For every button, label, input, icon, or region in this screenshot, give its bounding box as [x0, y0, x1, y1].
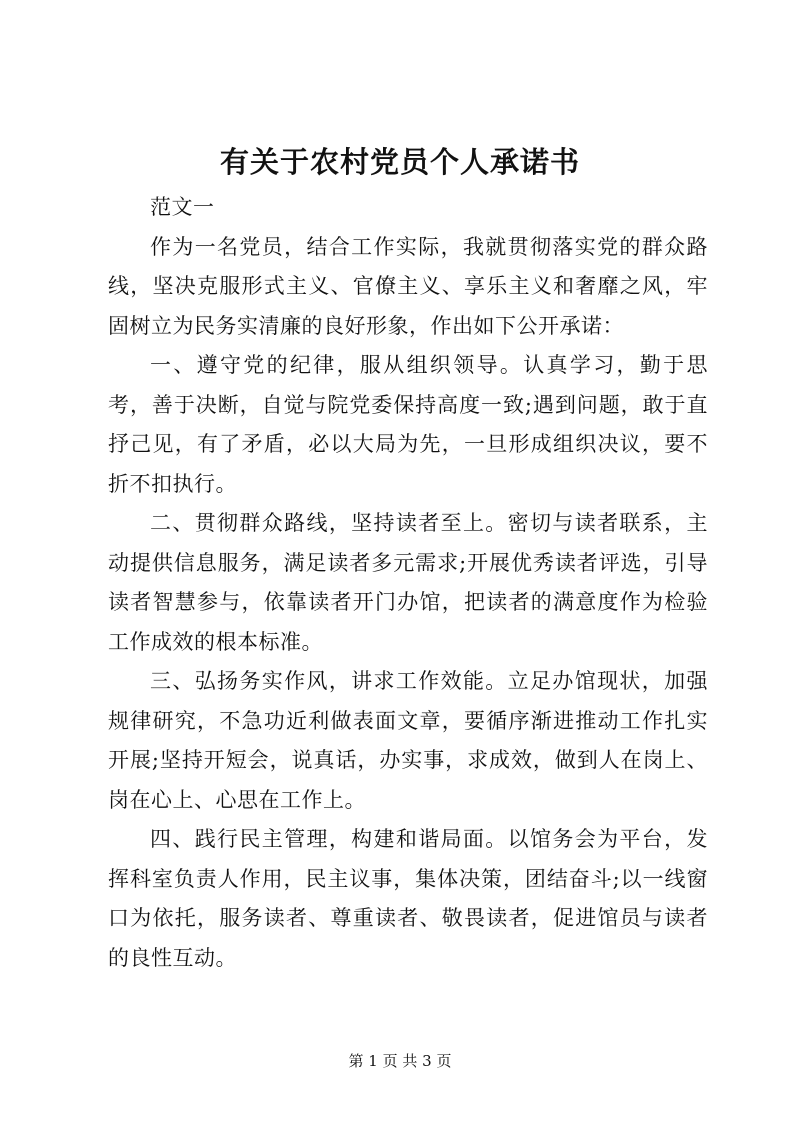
page-footer — [0, 1051, 800, 1071]
paragraph-pledge-3: 三、弘扬务实作风，讲求工作效能。立足办馆现状，加强规律研究，不急功近利做表面文章，要循序渐进推动工作扎实开展;坚持开短会，说真话，办实事，求成效，做到人在岗上、岗在心上、心思在工作上。 — [108, 669, 708, 812]
document-title: 有关于农村党员个人承诺书 — [219, 145, 580, 179]
document-body — [108, 188, 708, 978]
paragraph-pledge-4: 四、践行民主管理，构建和谐局面。以馆务会为平台，发挥科室负责人作用，民主议事，集体决策，团结奋斗;以一线窗口为依托，服务读者、尊重读者、敬畏读者，促进馆员与读者的良性互动。 — [108, 827, 708, 970]
paragraph-intro: 作为一名党员，结合工作实际，我就贯彻落实党的群众路线，坚决克服形式主义、官僚主义、享乐主义和奢靡之风，牢固树立为民务实清廉的良好形象，作出如下公开承诺： — [108, 234, 708, 338]
paragraph-pledge-2: 二、贯彻群众路线，坚持读者至上。密切与读者联系，主动提供信息服务，满足读者多元需求;开展优秀读者评选，引导读者智慧参与，依靠读者开门办馆，把读者的满意度作为检验工作成效的根本标准。 — [108, 511, 708, 654]
paragraph-pledge-1: 一、遵守党的纪律，服从组织领导。认真学习，勤于思考，善于决断，自觉与院党委保持高度一致;遇到问题，敢于直抒己见，有了矛盾，必以大局为先，一旦形成组织决议，要不折不扣执行。 — [108, 353, 708, 496]
paragraph-sample-label: 范文一 — [150, 195, 215, 219]
page-number: 第 1 页 共 3 页 — [348, 1052, 452, 1070]
